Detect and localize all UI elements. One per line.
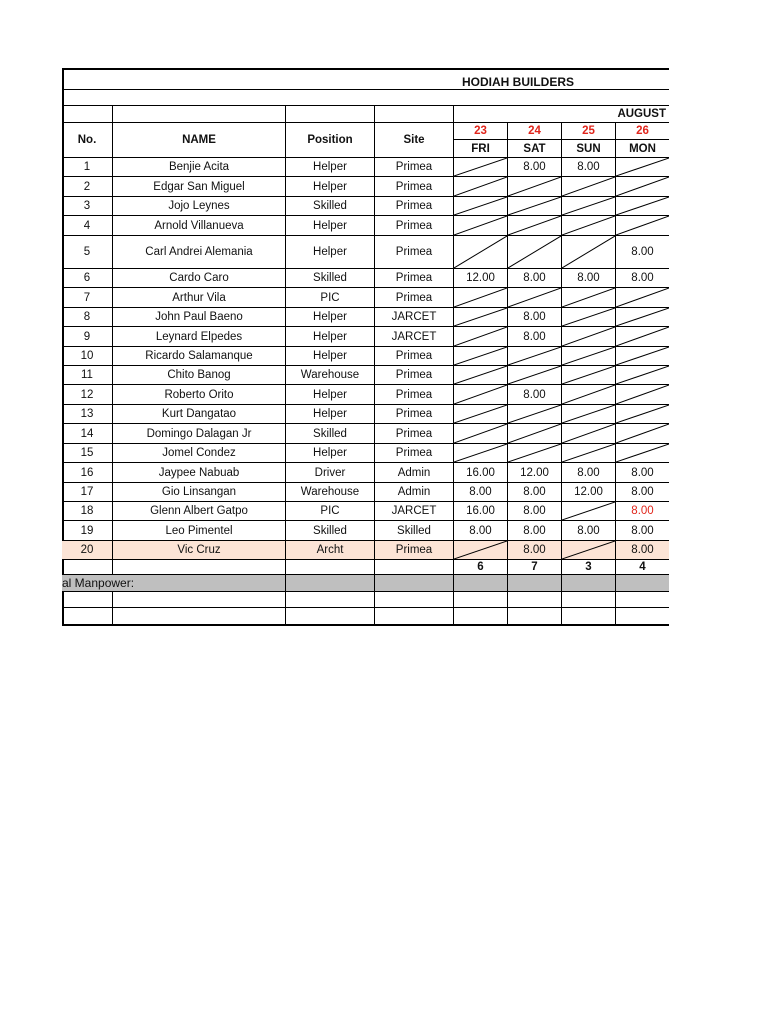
blank-cell[interactable] (561, 608, 615, 624)
blank-row (62, 592, 669, 608)
cell-hours-25[interactable]: 8.00 (561, 463, 615, 482)
blank-row (62, 608, 669, 625)
crossed-out-mark (454, 308, 507, 326)
blank-cell[interactable] (112, 592, 285, 607)
cell-hours-24[interactable] (507, 216, 561, 235)
blank-cell[interactable] (285, 608, 374, 624)
table-row (62, 521, 669, 541)
cell-hours-25[interactable] (561, 347, 615, 365)
blank-cell[interactable] (112, 608, 285, 624)
cell-name[interactable]: John Paul Baeno (112, 308, 285, 326)
cell-no[interactable]: 18 (80, 505, 94, 517)
blank-cell[interactable] (285, 592, 374, 607)
cell-hours-25[interactable] (561, 502, 615, 520)
cell-hours-23[interactable] (453, 366, 507, 384)
cell-no[interactable]: 12 (80, 388, 94, 401)
cell-position[interactable]: Helper (285, 385, 374, 404)
blank-cell[interactable] (615, 608, 669, 624)
cell-hours-26[interactable] (615, 177, 669, 196)
crossed-out-mark (508, 424, 561, 443)
crossed-out-mark (454, 444, 507, 462)
header-site[interactable]: Site (374, 123, 453, 158)
cell-hours-25[interactable] (561, 366, 615, 384)
crossed-out-mark (508, 347, 561, 365)
cell-hours-23[interactable] (453, 444, 507, 462)
table-row (62, 347, 669, 366)
table-row (62, 197, 669, 216)
cell-hours-24[interactable]: 8.00 (507, 502, 561, 520)
cell-position[interactable]: Skilled (285, 424, 374, 443)
cell-hours-26[interactable] (615, 405, 669, 423)
blank-cell[interactable] (62, 560, 112, 574)
weekday-header-mon[interactable]: MON (615, 140, 669, 158)
cell-hours-25[interactable]: 12.00 (561, 483, 615, 501)
cell-no[interactable]: 7 (83, 291, 91, 304)
crossed-out-mark (508, 288, 561, 307)
blank-cell[interactable] (561, 575, 615, 591)
cell-site[interactable]: Primea (374, 541, 453, 559)
weekday-header-sat[interactable]: SAT (507, 140, 561, 158)
cell-site[interactable]: Primea (374, 347, 453, 365)
blank-cell[interactable] (112, 560, 285, 574)
crossed-out-mark (454, 288, 507, 307)
title-row (62, 70, 669, 90)
blank-cell[interactable] (453, 575, 507, 591)
manpower-label: al Manpower: (62, 576, 135, 590)
table-row (62, 158, 669, 177)
blank-cell[interactable] (374, 608, 453, 624)
cell-hours-25[interactable]: 8.00 (561, 521, 615, 540)
cell-site[interactable]: Primea (374, 288, 453, 307)
cell-no[interactable]: 17 (80, 486, 94, 498)
cell-name[interactable]: Carl Andrei Alemania (112, 236, 285, 268)
cell-no[interactable]: 3 (83, 200, 91, 212)
cell-name[interactable]: Vic Cruz (112, 541, 285, 559)
cell-hours-26[interactable] (615, 158, 669, 176)
cell-hours-25[interactable] (561, 197, 615, 215)
cell-hours-24[interactable]: 8.00 (507, 158, 561, 176)
cell-position[interactable]: Warehouse (285, 366, 374, 384)
cell-no[interactable]: 1 (83, 161, 91, 173)
cell-name[interactable]: Benjie Acita (112, 158, 285, 176)
blank-cell[interactable] (374, 106, 453, 122)
blank-cell[interactable] (507, 608, 561, 624)
cell-no[interactable]: 14 (80, 427, 94, 440)
crossed-out-mark (562, 216, 615, 235)
cell-hours-25[interactable] (561, 541, 615, 559)
table-row (62, 444, 669, 463)
crossed-out-mark (562, 197, 615, 215)
totals-row (62, 560, 669, 575)
cell-name[interactable]: Chito Banog (112, 366, 285, 384)
cell-site[interactable]: Primea (374, 197, 453, 215)
cell-site[interactable]: Primea (374, 236, 453, 268)
cell-no[interactable]: 15 (80, 447, 94, 459)
cell-hours-26[interactable]: 8.00 (615, 541, 669, 559)
cell-name[interactable]: Leo Pimentel (112, 521, 285, 540)
cell-position[interactable]: Helper (285, 308, 374, 326)
cell-no[interactable]: 9 (83, 330, 91, 343)
cell-no[interactable]: 20 (80, 544, 94, 556)
crossed-out-mark (562, 385, 615, 404)
cell-position[interactable]: Driver (285, 463, 374, 482)
crossed-out-mark (562, 308, 615, 326)
cell-hours-26[interactable] (615, 444, 669, 462)
cell-no[interactable]: 5 (83, 246, 91, 258)
cell-name[interactable]: Kurt Dangatao (112, 405, 285, 423)
crossed-out-mark (616, 405, 669, 423)
date-header-23[interactable]: 23 (453, 123, 507, 140)
table-row (62, 483, 669, 502)
cell-no[interactable]: 13 (80, 408, 94, 420)
cell-hours-24[interactable]: 8.00 (507, 269, 561, 287)
cell-hours-26[interactable] (615, 288, 669, 307)
cell-site[interactable]: JARCET (374, 308, 453, 326)
cell-position[interactable]: Helper (285, 177, 374, 196)
cell-hours-26[interactable] (615, 424, 669, 443)
total-26[interactable]: 4 (615, 560, 669, 574)
blank-cell[interactable] (561, 592, 615, 607)
cell-hours-25[interactable] (561, 177, 615, 196)
table-row (62, 385, 669, 405)
cell-position[interactable]: Helper (285, 216, 374, 235)
blank-cell[interactable] (374, 592, 453, 607)
cell-hours-23[interactable]: 12.00 (453, 269, 507, 287)
cell-hours-24[interactable] (507, 366, 561, 384)
crossed-out-mark (562, 327, 615, 346)
cell-hours-23[interactable] (453, 197, 507, 215)
cell-hours-23[interactable] (453, 405, 507, 423)
crossed-out-mark (562, 502, 615, 520)
table-row (62, 288, 669, 308)
blank-cell[interactable] (453, 608, 507, 624)
crossed-out-mark (616, 308, 669, 326)
cell-hours-25[interactable] (561, 288, 615, 307)
cell-hours-23[interactable] (453, 347, 507, 365)
cell-hours-23[interactable]: 8.00 (453, 521, 507, 540)
crossed-out-mark (562, 366, 615, 384)
crossed-out-mark (454, 158, 507, 176)
crossed-out-mark (454, 385, 507, 404)
month-row (62, 106, 669, 123)
cell-name[interactable]: Domingo Dalagan Jr (112, 424, 285, 443)
cell-name[interactable]: Arnold Villanueva (112, 216, 285, 235)
date-header-26[interactable]: 26 (615, 123, 669, 140)
crossed-out-mark (616, 158, 669, 176)
cell-hours-24[interactable] (507, 347, 561, 365)
cell-position[interactable]: Helper (285, 444, 374, 462)
blank-cell[interactable] (507, 575, 561, 591)
blank-cell[interactable] (285, 575, 374, 591)
crossed-out-mark (508, 405, 561, 423)
crossed-out-mark (508, 177, 561, 196)
header-position[interactable]: Position (285, 123, 374, 158)
cell-hours-24[interactable]: 8.00 (507, 327, 561, 346)
cell-hours-25[interactable] (561, 385, 615, 404)
cell-hours-26[interactable] (615, 366, 669, 384)
cell-position[interactable]: Skilled (285, 269, 374, 287)
cell-hours-26[interactable] (615, 385, 669, 404)
cell-position[interactable]: Skilled (285, 521, 374, 540)
crossed-out-mark (562, 541, 615, 559)
company-title: HODIAH BUILDERS (462, 75, 575, 89)
crossed-out-mark (454, 541, 507, 559)
blank-cell[interactable] (615, 592, 669, 607)
crossed-out-mark (508, 366, 561, 384)
cell-position[interactable]: PIC (285, 288, 374, 307)
cell-name[interactable]: Edgar San Miguel (112, 177, 285, 196)
cell-position[interactable]: Archt (285, 541, 374, 559)
header-name[interactable]: NAME (112, 123, 285, 158)
cell-hours-26[interactable] (615, 197, 669, 215)
cell-hours-26[interactable]: 8.00 (615, 521, 669, 540)
cell-name[interactable]: Jojo Leynes (112, 197, 285, 215)
cell-position[interactable]: Helper (285, 405, 374, 423)
cell-hours-25[interactable] (561, 405, 615, 423)
table-row (62, 308, 669, 327)
cell-hours-24[interactable]: 8.00 (507, 385, 561, 404)
crossed-out-mark (616, 288, 669, 307)
cell-hours-24[interactable] (507, 177, 561, 196)
cell-hours-26[interactable]: 8.00 (615, 463, 669, 482)
table-row (62, 236, 669, 269)
table-row (62, 541, 669, 560)
cell-hours-25[interactable]: 8.00 (561, 158, 615, 176)
crossed-out-mark (508, 197, 561, 215)
cell-hours-23[interactable] (453, 541, 507, 559)
blank-row (62, 90, 669, 106)
cell-site[interactable]: Skilled (374, 521, 453, 540)
cell-name[interactable]: Arthur Vila (112, 288, 285, 307)
cell-hours-23[interactable]: 8.00 (453, 483, 507, 501)
table-row (62, 463, 669, 483)
cell-hours-23[interactable] (453, 424, 507, 443)
table-row (62, 216, 669, 236)
cell-name[interactable]: Glenn Albert Gatpo (112, 502, 285, 520)
total-24[interactable]: 7 (507, 560, 561, 574)
cell-hours-26[interactable]: 8.00 (615, 502, 669, 520)
blank-cell[interactable] (285, 106, 374, 122)
cell-name[interactable]: Gio Linsangan (112, 483, 285, 501)
crossed-out-mark (616, 385, 669, 404)
cell-hours-24[interactable] (507, 424, 561, 443)
cell-hours-23[interactable]: 16.00 (453, 502, 507, 520)
cell-no[interactable]: 19 (80, 524, 94, 537)
cell-site[interactable]: Primea (374, 216, 453, 235)
cell-position[interactable]: Warehouse (285, 483, 374, 501)
crossed-out-mark (616, 197, 669, 215)
cell-name[interactable]: Jomel Condez (112, 444, 285, 462)
crossed-out-mark (454, 366, 507, 384)
cell-hours-24[interactable] (507, 405, 561, 423)
crossed-out-mark (562, 444, 615, 462)
cell-site[interactable]: Primea (374, 366, 453, 384)
crossed-out-mark (616, 347, 669, 365)
cell-hours-23[interactable] (453, 177, 507, 196)
cell-site[interactable]: Primea (374, 385, 453, 404)
crossed-out-mark (562, 424, 615, 443)
cell-no[interactable]: 2 (83, 180, 91, 193)
cell-hours-25[interactable] (561, 327, 615, 346)
crossed-out-mark (454, 216, 507, 235)
cell-hours-24[interactable] (507, 197, 561, 215)
crossed-out-mark (454, 405, 507, 423)
date-header-24[interactable]: 24 (507, 123, 561, 140)
timesheet-table (62, 68, 669, 626)
cell-hours-23[interactable]: 16.00 (453, 463, 507, 482)
cell-site[interactable]: Primea (374, 177, 453, 196)
crossed-out-mark (454, 327, 507, 346)
cell-site[interactable]: JARCET (374, 502, 453, 520)
crossed-out-mark (508, 444, 561, 462)
blank-cell[interactable] (507, 592, 561, 607)
cell-position[interactable]: Helper (285, 347, 374, 365)
cell-position[interactable]: Skilled (285, 197, 374, 215)
total-25[interactable]: 3 (561, 560, 615, 574)
cell-no[interactable]: 10 (80, 350, 94, 362)
cell-hours-25[interactable] (561, 444, 615, 462)
cell-hours-24[interactable]: 8.00 (507, 521, 561, 540)
cell-hours-24[interactable]: 8.00 (507, 541, 561, 559)
month-label[interactable] (453, 106, 669, 122)
cell-hours-24[interactable]: 12.00 (507, 463, 561, 482)
cell-position[interactable]: PIC (285, 502, 374, 520)
blank-cell[interactable] (285, 560, 374, 574)
crossed-out-mark (454, 347, 507, 365)
cell-no[interactable]: 4 (83, 219, 91, 232)
cell-site[interactable]: Primea (374, 158, 453, 176)
cell-hours-26[interactable] (615, 347, 669, 365)
table-row (62, 177, 669, 197)
cell-hours-26[interactable]: 8.00 (615, 269, 669, 287)
cell-site[interactable]: Primea (374, 269, 453, 287)
crossed-out-mark (508, 236, 561, 268)
cell-position[interactable]: Helper (285, 327, 374, 346)
total-23[interactable]: 6 (453, 560, 507, 574)
cell-hours-23[interactable] (453, 327, 507, 346)
cell-site[interactable]: Admin (374, 483, 453, 501)
cell-hours-25[interactable] (561, 308, 615, 326)
cell-name[interactable]: Cardo Caro (112, 269, 285, 287)
crossed-out-mark (454, 236, 507, 268)
crossed-out-mark (454, 177, 507, 196)
crossed-out-mark (562, 288, 615, 307)
blank-cell[interactable] (453, 592, 507, 607)
cell-hours-24[interactable] (507, 236, 561, 268)
cell-no[interactable]: 16 (80, 466, 94, 479)
date-header-25[interactable]: 25 (561, 123, 615, 140)
cell-position[interactable]: Helper (285, 236, 374, 268)
cell-no[interactable]: 6 (83, 272, 91, 284)
month-text: AUGUST (617, 108, 666, 120)
crossed-out-mark (562, 347, 615, 365)
table-row (62, 502, 669, 521)
cell-hours-23[interactable] (453, 236, 507, 268)
table-row (62, 327, 669, 347)
cell-no[interactable]: 11 (81, 369, 93, 381)
crossed-out-mark (616, 424, 669, 443)
cell-name[interactable]: Leynard Elpedes (112, 327, 285, 346)
table-row (62, 424, 669, 444)
cell-hours-26[interactable] (615, 327, 669, 346)
cell-hours-25[interactable] (561, 424, 615, 443)
cell-hours-23[interactable] (453, 385, 507, 404)
crossed-out-mark (508, 216, 561, 235)
cell-hours-23[interactable] (453, 288, 507, 307)
cell-hours-26[interactable] (615, 308, 669, 326)
crossed-out-mark (616, 177, 669, 196)
crossed-out-mark (454, 197, 507, 215)
cell-hours-26[interactable] (615, 216, 669, 235)
cell-hours-26[interactable]: 8.00 (615, 483, 669, 501)
blank-cell[interactable] (615, 575, 669, 591)
cell-name[interactable]: Ricardo Salamanque (112, 347, 285, 365)
header-row (62, 123, 669, 158)
cell-site[interactable]: Admin (374, 463, 453, 482)
cell-hours-26[interactable]: 8.00 (615, 236, 669, 268)
cell-name[interactable]: Roberto Orito (112, 385, 285, 404)
cell-hours-24[interactable] (507, 288, 561, 307)
cell-hours-24[interactable] (507, 444, 561, 462)
blank-cell[interactable] (374, 560, 453, 574)
weekday-header-fri[interactable]: FRI (453, 140, 507, 158)
cell-site[interactable]: Primea (374, 444, 453, 462)
crossed-out-mark (454, 424, 507, 443)
crossed-out-mark (616, 327, 669, 346)
crossed-out-mark (616, 216, 669, 235)
cell-hours-23[interactable] (453, 308, 507, 326)
header-no[interactable]: No. (62, 123, 112, 158)
cell-site[interactable]: Primea (374, 405, 453, 423)
cell-site[interactable]: Primea (374, 424, 453, 443)
cell-hours-25[interactable]: 8.00 (561, 269, 615, 287)
crossed-out-mark (562, 405, 615, 423)
cell-position[interactable]: Helper (285, 158, 374, 176)
weekday-header-sun[interactable]: SUN (561, 140, 615, 158)
crossed-out-mark (562, 177, 615, 196)
crossed-out-mark (616, 444, 669, 462)
crossed-out-mark (562, 236, 615, 268)
cell-hours-24[interactable]: 8.00 (507, 483, 561, 501)
cell-hours-25[interactable] (561, 216, 615, 235)
blank-cell[interactable] (112, 106, 285, 122)
cell-hours-23[interactable] (453, 158, 507, 176)
cell-site[interactable]: JARCET (374, 327, 453, 346)
cell-hours-23[interactable] (453, 216, 507, 235)
table-row (62, 405, 669, 424)
crossed-out-mark (616, 366, 669, 384)
manpower-row (62, 575, 669, 592)
cell-no[interactable]: 8 (83, 311, 91, 323)
cell-name[interactable]: Jaypee Nabuab (112, 463, 285, 482)
table-row (62, 366, 669, 385)
cell-hours-25[interactable] (561, 236, 615, 268)
cell-hours-24[interactable]: 8.00 (507, 308, 561, 326)
blank-cell[interactable] (374, 575, 453, 591)
table-row (62, 269, 669, 288)
